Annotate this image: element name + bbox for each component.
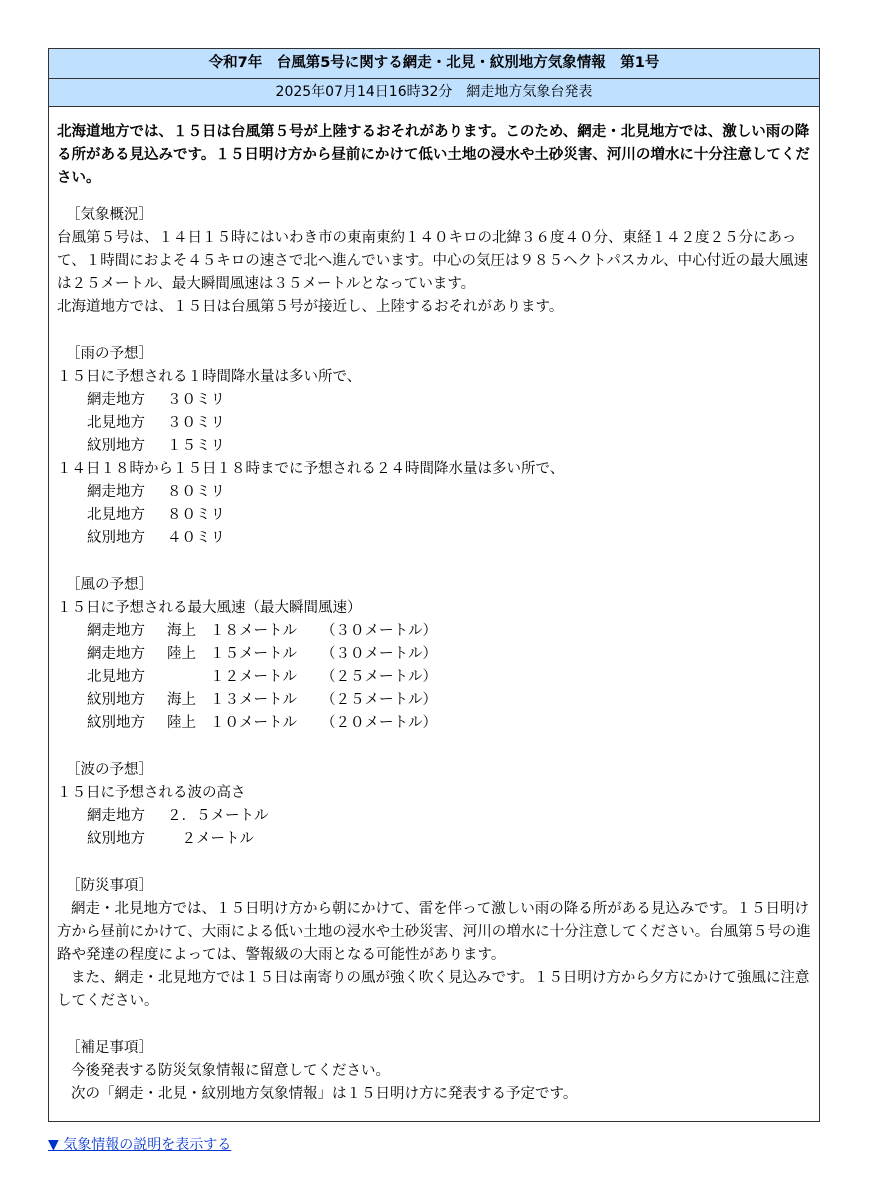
disaster-text-2: また、網走・北見地方では１５日は南寄りの風が強く吹く見込みです。１５日明け方から夕方にかけて強風に注意してください。 <box>57 970 810 1009</box>
region-name: 紋別地方 <box>87 530 145 546</box>
region-name: 網走地方 <box>87 808 145 824</box>
weather-info-panel <box>48 48 820 1122</box>
wind-row <box>57 689 811 712</box>
rain-daily-intro: １４日１８時から１５日１８時までに予想される２４時間降水量は多い所で、 <box>57 461 565 477</box>
wind-gust: （３０メートル） <box>321 623 437 639</box>
wind-area: 陸上 <box>167 646 196 662</box>
bulletin-body <box>49 107 819 1106</box>
wind-area: 海上 <box>167 623 196 639</box>
rain-amount: ８０ミリ <box>167 484 225 500</box>
rain-amount: １５ミリ <box>167 438 225 454</box>
rain-amount: ４０ミリ <box>167 530 225 546</box>
region-name: 紋別地方 <box>87 831 145 847</box>
region-name: 網走地方 <box>87 623 145 639</box>
wind-row <box>57 666 811 689</box>
wind-gust: （２０メートル） <box>321 715 437 731</box>
wave-height: ２．５メートル <box>167 808 269 824</box>
wind-intro: １５日に予想される最大風速（最大瞬間風速） <box>57 600 362 616</box>
region-name: 紋別地方 <box>87 715 145 731</box>
overview-heading: ［気象概況］ <box>66 207 153 223</box>
wind-heading: ［風の予想］ <box>66 577 153 593</box>
wind-section <box>57 574 811 735</box>
rain-section <box>57 343 811 550</box>
rain-amount: ３０ミリ <box>167 392 225 408</box>
wind-speed: １０メートル <box>210 715 297 731</box>
wind-area: 陸上 <box>167 715 196 731</box>
region-name: 紋別地方 <box>87 692 145 708</box>
region-name: 網走地方 <box>87 484 145 500</box>
disaster-section <box>57 875 811 1013</box>
supplement-line: 次の「網走・北見・紋別地方気象情報」は１５日明け方に発表する予定です。 <box>71 1086 578 1102</box>
region-name: 網走地方 <box>87 392 145 408</box>
overview-section <box>57 204 811 319</box>
wind-gust: （２５メートル） <box>321 669 437 685</box>
rain-amount: ３０ミリ <box>167 415 225 431</box>
region-name: 紋別地方 <box>87 438 145 454</box>
lead-summary: 北海道地方では、１５日は台風第５号が上陸するおそれがあります。このため、網走・北見地方では、激しい雨の降る所がある見込みです。１５日明け方から昼前にかけて低い土地の浸水や土砂災害、河川の増水に十分注意してください。 <box>57 124 810 186</box>
wind-gust: （２５メートル） <box>321 692 437 708</box>
wind-row <box>57 620 811 643</box>
rain-daily-row <box>57 504 811 527</box>
disaster-text: 網走・北見地方では、１５日明け方から朝にかけて、雷を伴って激しい雨の降る所がある見込みです。１５日明け方から昼前にかけて、大雨による低い土地の浸水や土砂災害、河川の増水に十分注意してください。台風第５号の進路や発達の程度によっては、警報級の大雨となる可能性があります。 <box>57 901 811 963</box>
rain-hourly-row <box>57 389 811 412</box>
wind-speed: １３メートル <box>210 692 297 708</box>
issued-datetime: 2025年07月14日16時32分 網走地方気象台発表 <box>49 79 819 107</box>
wave-row <box>57 805 811 828</box>
supplement-heading: ［補足事項］ <box>66 1040 153 1056</box>
rain-hourly-row <box>57 412 811 435</box>
bulletin-title: 令和7年 台風第5号に関する網走・北見・紋別地方気象情報 第1号 <box>49 49 819 79</box>
wind-row <box>57 712 811 735</box>
region-name: 北見地方 <box>87 507 145 523</box>
disaster-heading: ［防災事項］ <box>66 878 153 894</box>
overview-text-2: 北海道地方では、１５日は台風第５号が接近し、上陸するおそれがあります。 <box>57 299 564 315</box>
region-name: 北見地方 <box>87 415 145 431</box>
overview-text: 台風第５号は、１４日１５時にはいわき市の東南東約１４０キロの北緯３６度４０分、東経１４２度２５分にあって、１時間におよそ４５キロの速さで北へ進んでいます。中心の気圧は９８５ヘクトパスカル、中心付近の最大風速は２５メートル、最大瞬間風速は３５メートルとなっています。 <box>57 230 809 292</box>
supplement-line: 今後発表する防災気象情報に留意してください。 <box>71 1063 390 1079</box>
rain-hourly-intro: １５日に予想される１時間降水量は多い所で、 <box>57 369 362 385</box>
wind-row <box>57 643 811 666</box>
wind-gust: （３０メートル） <box>321 646 437 662</box>
rain-daily-row <box>57 481 811 504</box>
rain-hourly-row <box>57 435 811 458</box>
rain-daily-row <box>57 527 811 550</box>
wind-speed: １８メートル <box>210 623 297 639</box>
waves-intro: １５日に予想される波の高さ <box>57 785 246 801</box>
wind-speed: １５メートル <box>210 646 297 662</box>
show-explanation-link[interactable]: ▼ 気象情報の説明を表示する <box>48 1137 232 1153</box>
waves-section <box>57 759 811 851</box>
rain-amount: ８０ミリ <box>167 507 225 523</box>
region-name: 北見地方 <box>87 669 145 685</box>
rain-heading: ［雨の予想］ <box>66 346 153 362</box>
wind-speed: １２メートル <box>210 669 297 685</box>
wind-area: 海上 <box>167 692 196 708</box>
region-name: 網走地方 <box>87 646 145 662</box>
wave-height: ２メートル <box>167 831 254 847</box>
wave-row <box>57 828 811 851</box>
supplement-section <box>57 1037 811 1106</box>
waves-heading: ［波の予想］ <box>66 762 153 778</box>
